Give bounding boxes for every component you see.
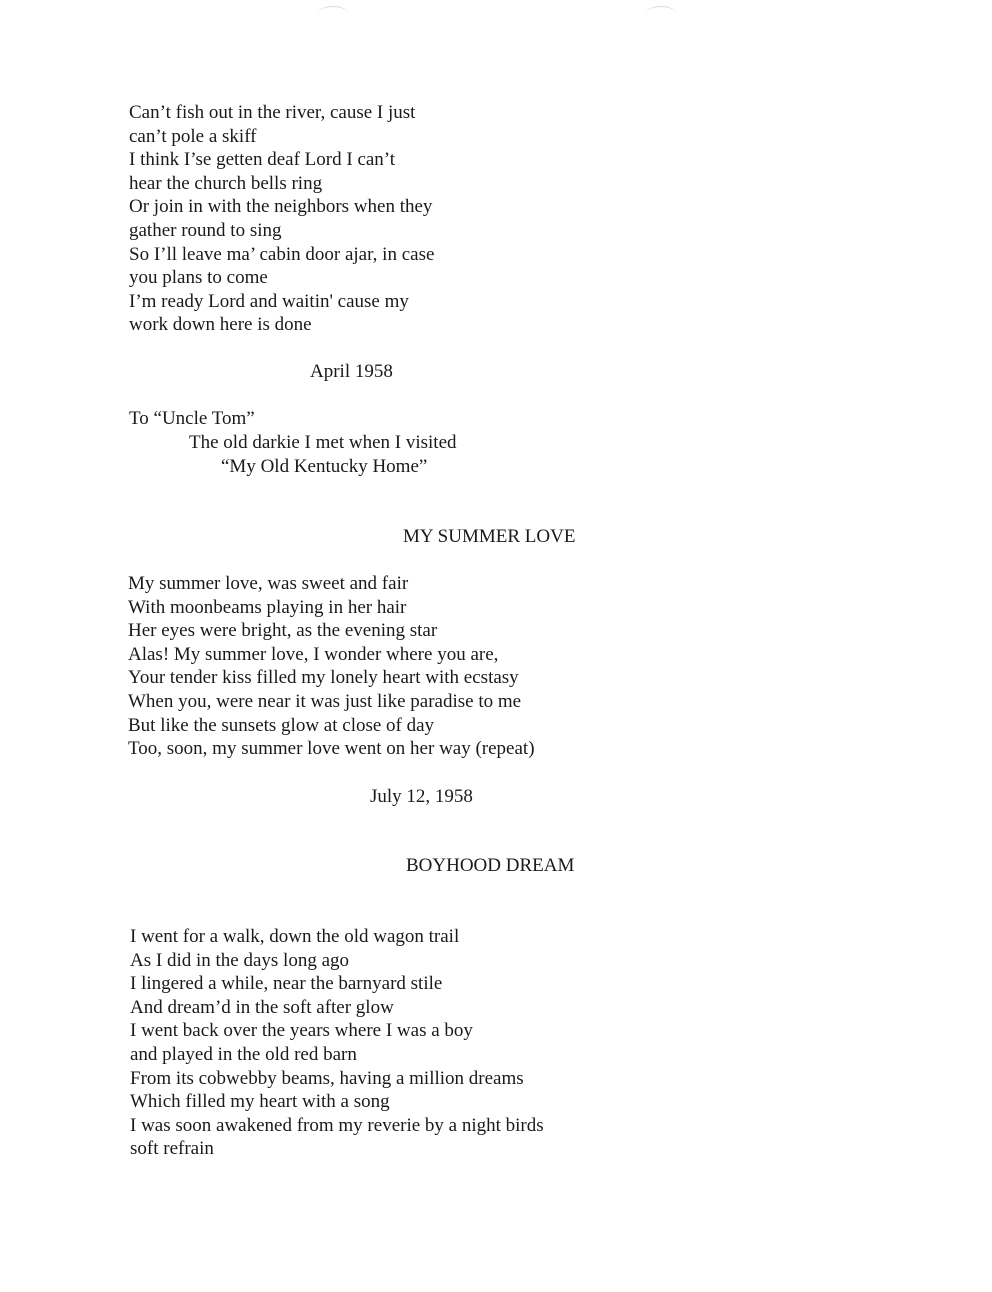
poem-line: I went for a walk, down the old wagon trail <box>130 926 460 947</box>
poem-3-title: BOYHOOD DREAM <box>406 855 575 876</box>
poem-line: When you, were near it was just like paradise to me <box>128 690 522 712</box>
poem-line: I was soon awakened from my reverie by a night birds <box>130 1114 544 1136</box>
poem-3-stanza <box>130 925 544 1161</box>
poem-line: gather round to sing <box>129 219 282 241</box>
poem-line: Or join in with the neighbors when they <box>129 196 433 218</box>
poem-line: Your tender kiss filled my lonely heart with ecstasy <box>128 667 519 689</box>
poem-line: Which filled my heart with a song <box>130 1091 390 1113</box>
poem-2-title: MY SUMMER LOVE <box>403 526 576 547</box>
dedication-line-2: The old darkie I met when I visited <box>189 432 457 453</box>
punch-hole-mark-left <box>318 6 348 21</box>
poem-line: With moonbeams playing in her hair <box>128 596 407 618</box>
poem-line: I went back over the years where I was a boy <box>130 1020 473 1042</box>
poem-2-stanza <box>128 572 535 761</box>
poem-line: So I’ll leave ma’ cabin door ajar, in case <box>129 243 435 265</box>
poem-line: work down here is done <box>129 314 312 336</box>
poem-line: From its cobwebby beams, having a million dreams <box>130 1067 524 1089</box>
poem-line: Can’t fish out in the river, cause I just <box>129 102 416 123</box>
poem-line: My summer love, was sweet and fair <box>128 573 409 594</box>
poem-line: I think I’se getten deaf Lord I can’t <box>129 149 396 171</box>
poem-2-date: July 12, 1958 <box>370 786 473 807</box>
poem-line: I lingered a while, near the barnyard stile <box>130 973 443 995</box>
poem-line: soft refrain <box>130 1138 214 1160</box>
poem-line: Her eyes were bright, as the evening star <box>128 620 438 642</box>
poem-line: can’t pole a skiff <box>129 125 257 147</box>
dedication-line-3: “My Old Kentucky Home” <box>221 456 428 477</box>
poem-line: and played in the old red barn <box>130 1043 357 1065</box>
poem-line: But like the sunsets glow at close of day <box>128 714 435 736</box>
poem-1-stanza <box>129 101 434 337</box>
punch-hole-mark-right <box>646 6 676 21</box>
poem-line: you plans to come <box>129 267 268 289</box>
poem-line: As I did in the days long ago <box>130 949 350 971</box>
poem-line: I’m ready Lord and waitin' cause my <box>129 290 409 312</box>
poem-1-date: April 1958 <box>310 361 393 382</box>
poem-line: Alas! My summer love, I wonder where you are, <box>128 643 499 665</box>
poem-line: hear the church bells ring <box>129 172 323 194</box>
poem-line: Too, soon, my summer love went on her way (repeat) <box>128 738 535 760</box>
poem-line: And dream’d in the soft after glow <box>130 996 394 1018</box>
dedication-line-1: To “Uncle Tom” <box>129 408 255 429</box>
